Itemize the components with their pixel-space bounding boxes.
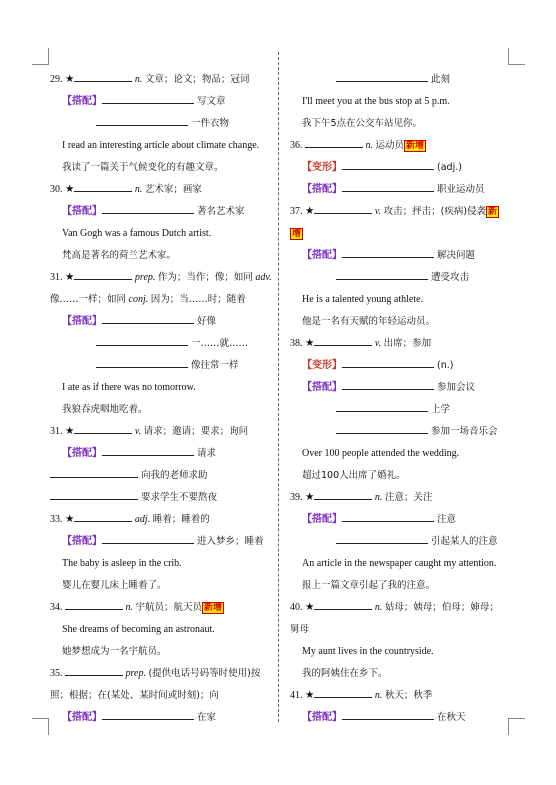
collocation-line <box>50 332 280 354</box>
section-tag: 【搭配】 <box>302 712 342 723</box>
entry-number: 29. <box>50 74 65 85</box>
definition: 攻击；抨击；(疾病)侵袭 <box>383 206 487 217</box>
part-of-speech: v. <box>372 338 384 349</box>
answer-blank[interactable] <box>102 442 194 456</box>
collocation-line <box>290 508 510 530</box>
collocation-meaning: 参加会议 <box>434 382 476 393</box>
answer-blank[interactable] <box>305 134 363 148</box>
crop-mark-top-left <box>32 48 49 65</box>
definition: 像……一样；如同 <box>50 294 127 305</box>
entry-number: 30. <box>50 184 65 195</box>
definition: 艺术家；画家 <box>144 184 202 195</box>
crop-mark-bottom-right <box>508 718 525 735</box>
star-icon: ★ <box>305 601 315 613</box>
answer-blank[interactable] <box>96 354 188 368</box>
collocation-meaning: 进入梦乡；睡着 <box>194 536 264 547</box>
answer-blank[interactable] <box>74 178 132 192</box>
collocation-line <box>290 530 510 552</box>
section-tag: 【搭配】 <box>62 316 102 327</box>
answer-blank[interactable] <box>50 486 138 500</box>
collocation-line <box>290 156 510 178</box>
star-icon: ★ <box>305 205 315 217</box>
example-sentence <box>290 640 510 662</box>
example-sentence <box>50 618 280 640</box>
definition: 注意；关注 <box>384 492 433 503</box>
collocation-line <box>290 398 510 420</box>
entry-number: 34. <box>50 602 65 613</box>
collocation-meaning: 在秋天 <box>434 712 466 723</box>
collocation-line <box>290 376 510 398</box>
collocation-meaning: 像往常一样 <box>188 360 239 371</box>
vocab-entry <box>290 596 510 618</box>
definition-continued <box>290 222 510 244</box>
new-word-badge: 新增 <box>204 603 223 613</box>
section-tag: 【搭配】 <box>62 536 102 547</box>
part-of-speech: v. <box>372 206 384 217</box>
answer-blank[interactable] <box>336 530 428 544</box>
collocation-line <box>290 420 510 442</box>
answer-blank[interactable] <box>336 398 428 412</box>
answer-blank[interactable] <box>342 244 434 258</box>
answer-blank[interactable] <box>65 662 123 676</box>
answer-blank[interactable] <box>102 200 194 214</box>
section-tag: 【搭配】 <box>302 514 342 525</box>
definition: 请求；邀请；要求；询问 <box>143 426 249 437</box>
collocation-line <box>50 486 280 508</box>
example-text: She dreams of becoming an astronaut. <box>62 624 215 635</box>
part-of-speech: n. <box>132 74 145 85</box>
definition: 姑母；姨母；伯母；婶母； <box>384 602 499 613</box>
answer-blank[interactable] <box>336 68 428 82</box>
definition: 宇航员；航天员 <box>135 602 203 613</box>
collocation-meaning: 向我的老师求助 <box>138 470 208 481</box>
star-icon: ★ <box>65 183 75 195</box>
answer-blank[interactable] <box>102 706 194 720</box>
part-of-speech: adv. <box>252 272 272 283</box>
collocation-meaning: 请求 <box>194 448 217 459</box>
example-translation <box>50 574 280 596</box>
example-sentence <box>290 90 510 112</box>
example-text: He is a talented young athlete. <box>302 294 424 305</box>
star-icon: ★ <box>65 425 75 437</box>
part-of-speech: n. <box>372 492 385 503</box>
definition-continued <box>50 684 280 706</box>
answer-blank[interactable] <box>102 530 194 544</box>
example-sentence <box>50 552 280 574</box>
collocation-line <box>50 442 280 464</box>
answer-blank[interactable] <box>74 508 132 522</box>
example-translation <box>50 156 280 178</box>
collocation-line <box>50 354 280 376</box>
answer-blank[interactable] <box>314 684 372 698</box>
example-sentence <box>50 134 280 156</box>
translation-text: 婴儿在婴儿床上睡着了。 <box>62 580 167 591</box>
star-icon: ★ <box>65 271 75 283</box>
example-sentence <box>290 288 510 310</box>
star-icon: ★ <box>305 491 315 503</box>
section-tag: 【变形】 <box>302 360 342 371</box>
definition-continued <box>50 288 280 310</box>
example-sentence <box>290 552 510 574</box>
entry-number: 31. <box>50 426 65 437</box>
collocation-meaning: 著名艺术家 <box>194 206 245 217</box>
part-of-speech: n. <box>363 140 376 151</box>
answer-blank[interactable] <box>342 706 434 720</box>
vocab-entry <box>290 684 510 706</box>
collocation-meaning: 此刻 <box>428 74 451 85</box>
example-translation <box>290 112 510 134</box>
entry-number: 40. <box>290 602 305 613</box>
collocation-line <box>290 354 510 376</box>
answer-blank[interactable] <box>314 486 372 500</box>
definition: 出席；参加 <box>383 338 432 349</box>
vocab-entry <box>290 486 510 508</box>
star-icon: ★ <box>305 337 315 349</box>
collocation-meaning: 好像 <box>194 316 217 327</box>
translation-text: 我读了一篇关于气候变化的有趣文章。 <box>62 162 224 173</box>
collocation-line <box>50 706 280 728</box>
example-sentence <box>290 442 510 464</box>
vocab-entry <box>50 178 280 200</box>
definition: 作为；当作；像；如同 <box>157 272 253 283</box>
section-tag: 【搭配】 <box>62 448 102 459</box>
entry-number: 39. <box>290 492 305 503</box>
answer-blank[interactable] <box>314 596 372 610</box>
translation-text: 她梦想成为一名宇航员。 <box>62 646 167 657</box>
collocation-meaning: 一……就…… <box>188 338 249 349</box>
new-word-badge: 新 <box>488 207 498 217</box>
vocab-entry <box>50 662 280 684</box>
section-tag: 【搭配】 <box>302 184 342 195</box>
collocation-line <box>290 178 510 200</box>
example-text: My aunt lives in the countryside. <box>302 646 434 657</box>
answer-blank[interactable] <box>65 596 123 610</box>
vocab-entry <box>50 420 280 442</box>
vocab-entry <box>290 134 510 156</box>
vocab-entry <box>290 200 510 222</box>
collocation-line <box>50 530 280 552</box>
translation-text: 他是一名有天赋的年轻运动员。 <box>302 316 436 327</box>
entry-number: 35. <box>50 668 65 679</box>
vocab-entry <box>50 596 280 618</box>
part-of-speech: v. <box>132 426 144 437</box>
example-text: I read an interesting article about climate change. <box>62 140 260 151</box>
answer-blank[interactable] <box>314 332 372 346</box>
answer-blank[interactable] <box>342 354 434 368</box>
collocation-meaning: 上学 <box>428 404 451 415</box>
definition: (提供电话号码等时使用)按 <box>148 668 261 679</box>
answer-blank[interactable] <box>314 200 372 214</box>
new-word-badge: 新增 <box>406 141 425 151</box>
definition: 照；根据；在(某处、某时间或时刻)；向 <box>50 690 219 701</box>
part-of-speech: conj. <box>126 294 151 305</box>
example-translation <box>50 244 280 266</box>
part-of-speech: prep. <box>123 668 149 679</box>
section-tag: 【搭配】 <box>302 250 342 261</box>
entry-number: 41. <box>290 690 305 701</box>
answer-blank[interactable] <box>102 310 194 324</box>
collocation-meaning: (n.) <box>434 360 454 371</box>
translation-text: 报上一篇文章引起了我的注意。 <box>302 580 436 591</box>
collocation-line <box>290 706 510 728</box>
translation-text: 超过100人出席了婚礼。 <box>302 470 406 481</box>
translation-text: 我的阿姨住在乡下。 <box>302 668 388 679</box>
vocab-entry <box>50 508 280 530</box>
example-text: I ate as if there was no tomorrow. <box>62 382 196 393</box>
collocation-line <box>50 112 280 134</box>
answer-blank[interactable] <box>50 464 138 478</box>
vocab-entry <box>50 68 280 90</box>
section-tag: 【搭配】 <box>62 206 102 217</box>
collocation-line <box>50 310 280 332</box>
star-icon: ★ <box>65 73 75 85</box>
answer-blank[interactable] <box>74 420 132 434</box>
crop-mark-bottom-left <box>32 718 49 735</box>
example-translation <box>50 398 280 420</box>
example-translation <box>50 640 280 662</box>
answer-blank[interactable] <box>342 376 434 390</box>
entry-number: 33. <box>50 514 65 525</box>
collocation-meaning: 引起某人的注意 <box>428 536 498 547</box>
definition-continued <box>290 618 510 640</box>
star-icon: ★ <box>305 689 315 701</box>
section-tag: 【搭配】 <box>62 96 102 107</box>
example-text: Over 100 people attended the wedding. <box>302 448 460 459</box>
answer-blank[interactable] <box>336 420 428 434</box>
entry-number: 38. <box>290 338 305 349</box>
part-of-speech: prep. <box>132 272 158 283</box>
example-translation <box>290 464 510 486</box>
definition: 因为；当……时；随着 <box>150 294 246 305</box>
answer-blank[interactable] <box>336 266 428 280</box>
entry-number: 37. <box>290 206 305 217</box>
definition: 秋天；秋季 <box>384 690 433 701</box>
translation-text: 我下午5点在公交车站见你。 <box>302 118 423 129</box>
answer-blank[interactable] <box>102 90 194 104</box>
definition: 舅母 <box>290 624 310 635</box>
example-translation <box>290 574 510 596</box>
answer-blank[interactable] <box>342 178 434 192</box>
collocation-line <box>50 200 280 222</box>
translation-text: 我狼吞虎咽地吃着。 <box>62 404 148 415</box>
answer-blank[interactable] <box>342 508 434 522</box>
part-of-speech: n. <box>132 184 145 195</box>
part-of-speech: n. <box>372 602 385 613</box>
answer-blank[interactable] <box>342 156 434 170</box>
definition: 睡着；睡着的 <box>152 514 210 525</box>
example-translation <box>290 662 510 684</box>
collocation-meaning: 写文章 <box>194 96 226 107</box>
entry-number: 36. <box>290 140 305 151</box>
collocation-meaning: 一件衣物 <box>188 118 230 129</box>
part-of-speech: n. <box>372 690 385 701</box>
example-text: Van Gogh was a famous Dutch artist. <box>62 228 212 239</box>
crop-mark-top-right <box>508 48 525 65</box>
section-tag: 【变形】 <box>302 162 342 173</box>
section-tag: 【搭配】 <box>302 382 342 393</box>
vocab-entry <box>290 332 510 354</box>
example-sentence <box>50 222 280 244</box>
right-column <box>290 68 510 728</box>
entry-number: 31. <box>50 272 65 283</box>
definition: 运动员 <box>375 140 405 151</box>
answer-blank[interactable] <box>96 112 188 126</box>
example-text: An article in the newspaper caught my attention. <box>302 558 497 569</box>
collocation-line <box>290 266 510 288</box>
star-icon: ★ <box>65 513 75 525</box>
answer-blank[interactable] <box>74 266 132 280</box>
collocation-meaning: 注意 <box>434 514 457 525</box>
section-tag: 【搭配】 <box>62 712 102 723</box>
example-translation <box>290 310 510 332</box>
collocation-meaning: 职业运动员 <box>434 184 485 195</box>
translation-text: 梵高是著名的荷兰艺术家。 <box>62 250 177 261</box>
new-word-badge: 增 <box>292 229 302 239</box>
collocation-meaning: 遭受攻击 <box>428 272 470 283</box>
collocation-line <box>290 244 510 266</box>
example-text: The baby is asleep in the crib. <box>62 558 182 569</box>
collocation-meaning: 在家 <box>194 712 217 723</box>
part-of-speech: adj. <box>132 514 153 525</box>
collocation-meaning: (adj.) <box>434 162 462 173</box>
collocation-meaning: 参加一场音乐会 <box>428 426 498 437</box>
answer-blank[interactable] <box>96 332 188 346</box>
definition: 文章；论文；物品；冠词 <box>144 74 250 85</box>
collocation-line <box>50 90 280 112</box>
collocation-meaning: 解决问题 <box>434 250 476 261</box>
example-sentence <box>50 376 280 398</box>
collocation-line <box>290 68 510 90</box>
answer-blank[interactable] <box>74 68 132 82</box>
left-column <box>50 68 280 728</box>
collocation-line <box>50 464 280 486</box>
vocab-entry <box>50 266 280 288</box>
collocation-meaning: 要求学生不要熬夜 <box>138 492 218 503</box>
example-text: I'll meet you at the bus stop at 5 p.m. <box>302 96 450 107</box>
part-of-speech: n. <box>123 602 136 613</box>
